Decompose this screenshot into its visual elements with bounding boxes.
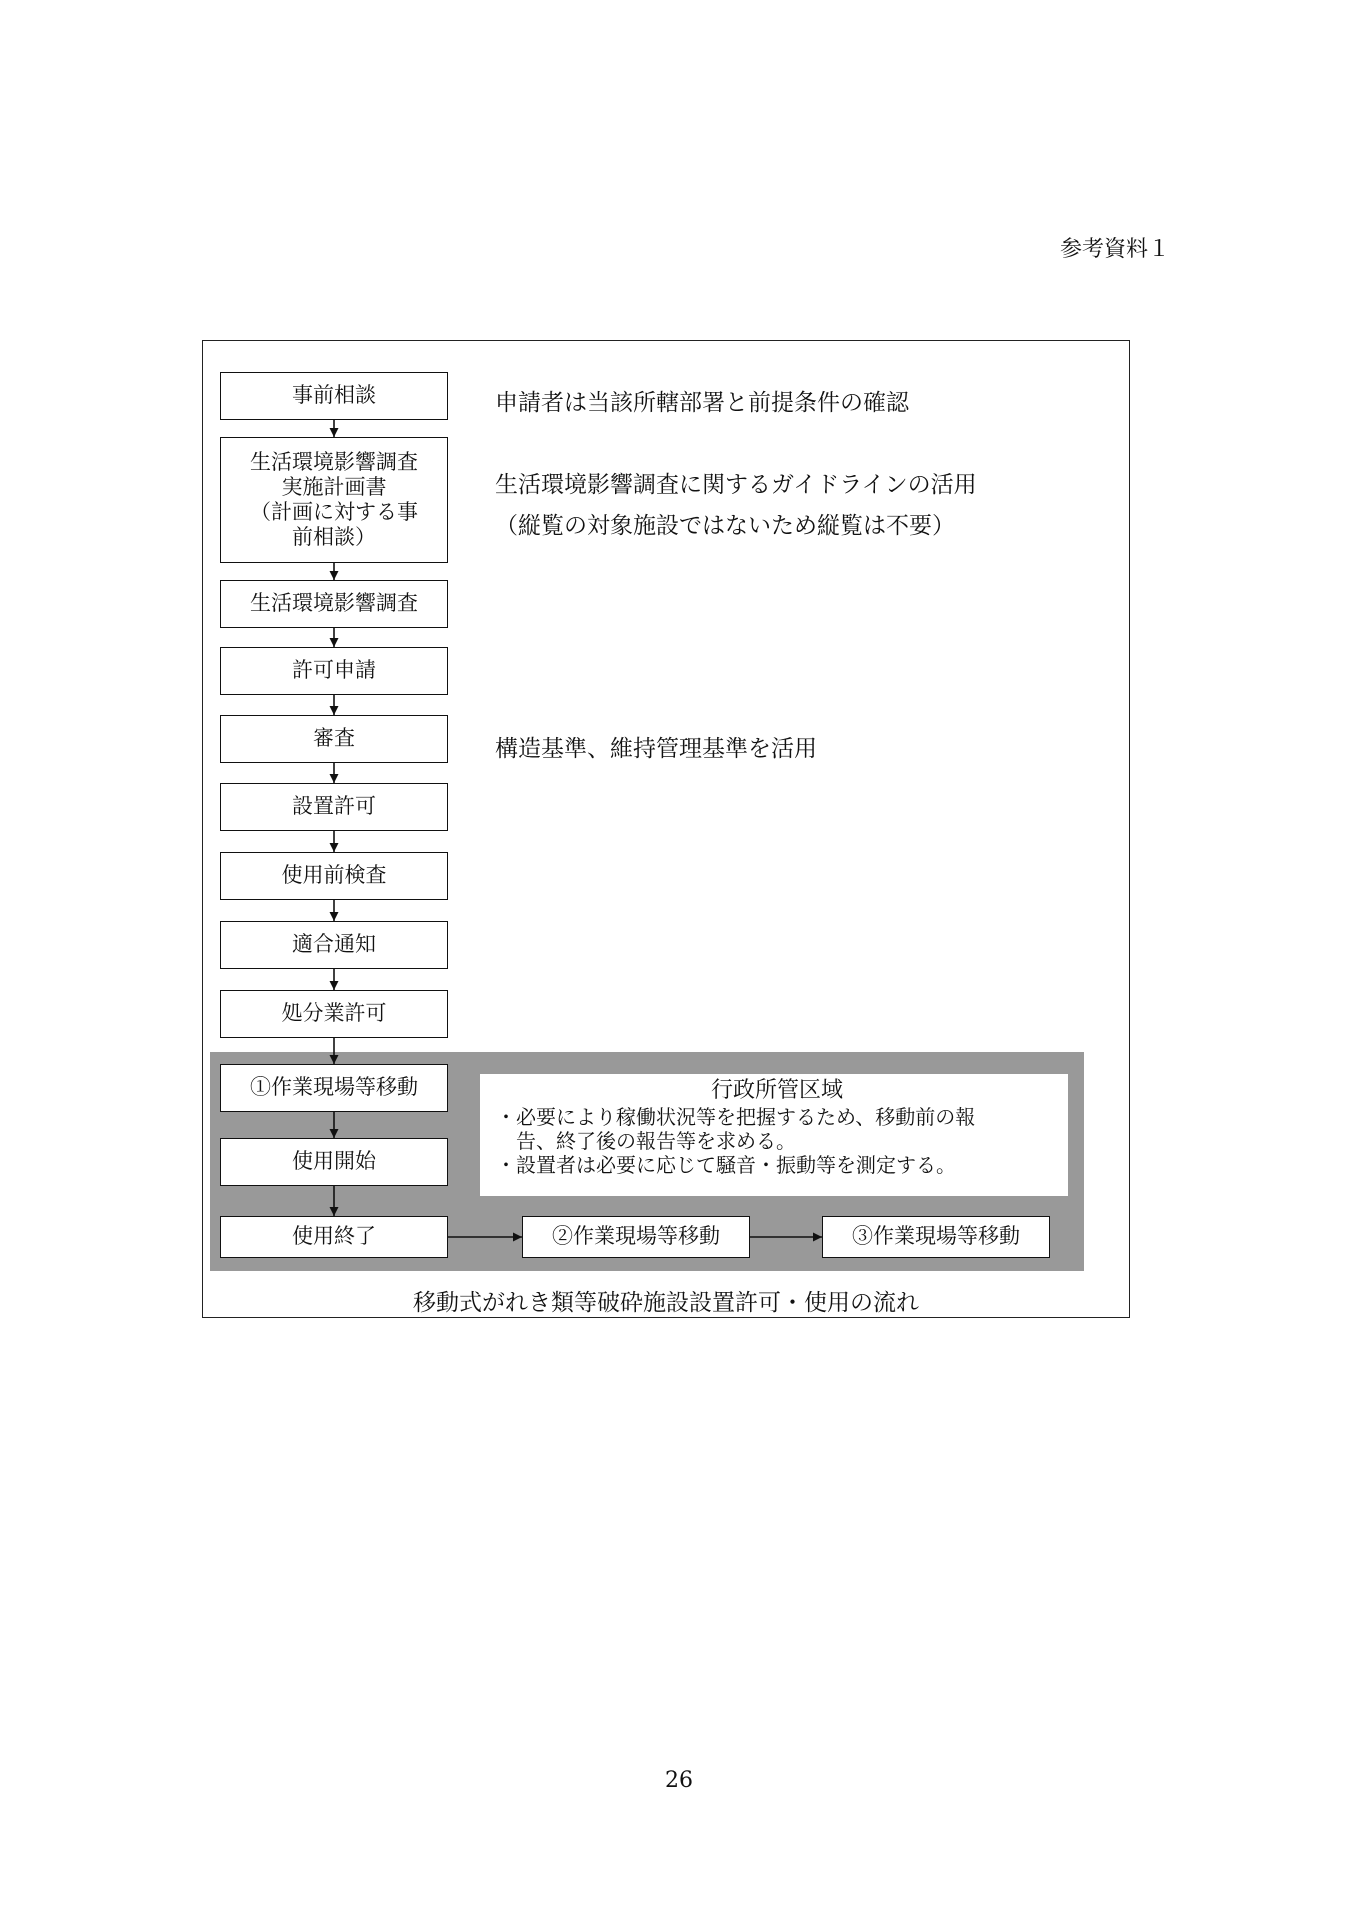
flow-step-end-use: 使用終了 xyxy=(220,1216,448,1258)
flow-step-survey-plan xyxy=(220,437,448,563)
flow-step-line: 前相談） xyxy=(292,525,376,550)
flow-step-permit-application: 許可申請 xyxy=(220,647,448,695)
flow-step-installation-permit: 設置許可 xyxy=(220,783,448,831)
region-line: 告、終了後の報告等を求める。 xyxy=(496,1129,796,1154)
flow-step-survey: 生活環境影響調査 xyxy=(220,580,448,628)
note-guideline: 生活環境影響調査に関するガイドラインの活用 xyxy=(495,472,977,498)
region-line: ・必要により稼働状況等を把握するため、移動前の報 xyxy=(496,1105,976,1130)
flow-step-line: 生活環境影響調査 xyxy=(250,449,418,474)
flow-step-prior-consultation: 事前相談 xyxy=(220,372,448,420)
flow-step-move-1: ①作業現場等移動 xyxy=(220,1064,448,1112)
region-line: ・設置者は必要に応じて騒音・振動等を測定する。 xyxy=(496,1153,956,1178)
note-prior-conditions: 申請者は当該所轄部署と前提条件の確認 xyxy=(495,390,909,416)
flow-step-conformity-notice: 適合通知 xyxy=(220,921,448,969)
region-info-box xyxy=(480,1074,1068,1196)
flow-step-move-3: ③作業現場等移動 xyxy=(822,1216,1050,1258)
region-title: 行政所管区域 xyxy=(710,1078,843,1103)
flow-step-pre-use-inspection: 使用前検査 xyxy=(220,852,448,900)
flow-step-line: （計画に対する事 xyxy=(250,500,418,524)
reference-label: 参考資料１ xyxy=(1059,237,1170,262)
flow-step-move-2: ②作業現場等移動 xyxy=(522,1216,750,1258)
flow-step-line: 実施計画書 xyxy=(281,474,387,499)
flow-step-start-use: 使用開始 xyxy=(220,1138,448,1186)
note-standards: 構造基準、維持管理基準を活用 xyxy=(495,736,817,762)
page-number: 26 xyxy=(665,1768,693,1793)
flow-step-disposal-license: 処分業許可 xyxy=(220,990,448,1038)
flow-step-review: 審査 xyxy=(220,715,448,763)
diagram-caption: 移動式がれき類等破砕施設設置許可・使用の流れ xyxy=(413,1290,919,1316)
note-no-public-review: （縦覧の対象施設ではないため縦覧は不要） xyxy=(495,513,955,539)
